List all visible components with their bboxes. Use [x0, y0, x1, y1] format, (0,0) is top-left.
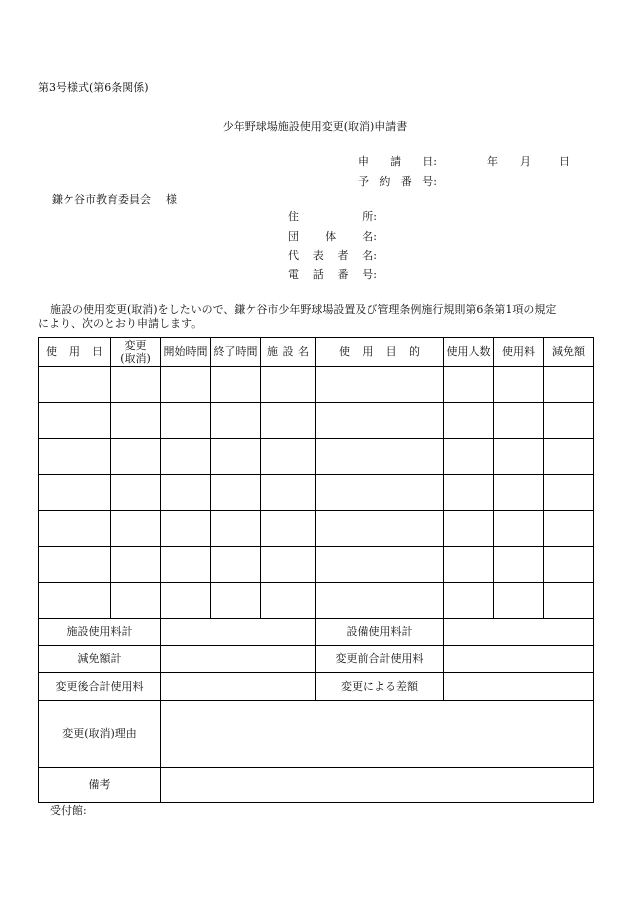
label-char: 電: [288, 268, 299, 281]
label-char: 用: [362, 345, 374, 358]
cell-usage-date: [39, 403, 111, 439]
cell-usage-fee: [494, 583, 544, 619]
label-char: 号:: [362, 268, 377, 281]
cell-usage-fee: [494, 547, 544, 583]
table-row: [39, 547, 594, 583]
label-char: 申: [358, 155, 369, 168]
cell-facility-name: [261, 439, 316, 475]
addressee-name: 鎌ケ谷市教育委員会: [52, 193, 151, 206]
cell-usage-date: [39, 367, 111, 403]
table-row: [39, 403, 594, 439]
label-char: 号:: [422, 175, 437, 188]
cell-facility-name: [261, 475, 316, 511]
label-char: 名:: [362, 249, 377, 262]
cell-number-of-users: [444, 367, 494, 403]
cell-usage-purpose: [316, 439, 444, 475]
cell-start-time: [161, 583, 211, 619]
cell-exemption-amount: [544, 583, 594, 619]
header-start-time: 開始時間: [161, 338, 211, 367]
label-char: 住: [288, 210, 299, 223]
cell-usage-fee: [494, 367, 544, 403]
header-usage-fee: 使用料: [494, 338, 544, 367]
cell-end-time: [211, 439, 261, 475]
statement-line: により、次のとおり申請します。: [38, 317, 203, 330]
label-char: 請: [390, 155, 402, 168]
cell-usage-purpose: [316, 583, 444, 619]
change-reason-value: [161, 701, 594, 768]
cell-change-cancel: [111, 367, 161, 403]
cell-number-of-users: [444, 403, 494, 439]
cell-usage-date: [39, 511, 111, 547]
cell-usage-fee: [494, 439, 544, 475]
form-number: 第3号様式(第6条関係): [38, 81, 149, 94]
facility-fee-total-label: 施設使用料計: [39, 619, 161, 646]
header-label: [46, 346, 103, 358]
label-char: 目: [385, 345, 397, 358]
cell-exemption-amount: [544, 367, 594, 403]
cell-end-time: [211, 367, 261, 403]
label-char: 番: [400, 175, 412, 188]
label-char: 使: [46, 345, 57, 358]
usage-rows: [39, 367, 594, 619]
cell-end-time: [211, 475, 261, 511]
header-label: 変更: [124, 339, 147, 352]
cell-exemption-amount: [544, 547, 594, 583]
header-label: [267, 346, 309, 358]
totals-section: [39, 619, 594, 803]
cell-end-time: [211, 511, 261, 547]
cell-change-cancel: [111, 475, 161, 511]
document-title: 少年野球場施設使用変更(取消)申請書: [222, 120, 408, 133]
change-difference-value: [444, 673, 594, 701]
remarks-value: [161, 768, 594, 803]
usage-table: [38, 337, 594, 803]
facility-fee-total-value: [161, 619, 316, 646]
label-char: 名: [298, 345, 309, 358]
header-change-cancel: [111, 338, 161, 367]
cell-change-cancel: [111, 439, 161, 475]
cell-change-cancel: [111, 403, 161, 439]
table-header-row: [39, 338, 594, 367]
cell-number-of-users: [444, 475, 494, 511]
header-exemption-amount: 減免額: [544, 338, 594, 367]
cell-exemption-amount: [544, 475, 594, 511]
cell-usage-date: [39, 547, 111, 583]
label-char: 者: [337, 249, 349, 262]
label-char: 使: [339, 345, 350, 358]
pre-change-total-label: 変更前合計使用料: [316, 646, 444, 673]
table-row: [39, 511, 594, 547]
header-usage-date: [39, 338, 111, 367]
table-row: [39, 439, 594, 475]
cell-usage-date: [39, 475, 111, 511]
label-char: 日:: [422, 155, 437, 168]
cell-facility-name: [261, 367, 316, 403]
label-char: 団: [288, 230, 299, 243]
cell-facility-name: [261, 403, 316, 439]
cell-number-of-users: [444, 511, 494, 547]
equipment-fee-total-value: [444, 619, 594, 646]
cell-start-time: [161, 547, 211, 583]
cell-usage-fee: [494, 511, 544, 547]
label-char: 話: [312, 268, 324, 281]
cell-usage-date: [39, 583, 111, 619]
cell-usage-purpose: [316, 475, 444, 511]
application-date-label: [358, 156, 437, 168]
date-month-unit: 月: [520, 155, 531, 168]
reception-label: 受付館:: [50, 804, 87, 817]
remarks-label: 備考: [39, 768, 161, 803]
addressee-honorific: 様: [166, 193, 177, 206]
totals-row: [39, 646, 594, 673]
label-char: 施: [267, 345, 278, 358]
date-day-unit: 日: [559, 155, 570, 168]
label-char: 日: [92, 345, 103, 358]
pre-change-total-value: [444, 646, 594, 673]
remarks-row: [39, 768, 594, 803]
label-char: 用: [69, 345, 80, 358]
cell-facility-name: [261, 583, 316, 619]
table-row: [39, 367, 594, 403]
cell-start-time: [161, 511, 211, 547]
header-usage-purpose: [316, 338, 444, 367]
header-end-time: 終了時間: [211, 338, 261, 367]
label-char: 設: [282, 345, 294, 358]
organization-label: [288, 231, 377, 243]
table-row: [39, 583, 594, 619]
post-change-total-label: 変更後合計使用料: [39, 673, 161, 701]
label-char: 的: [408, 345, 420, 358]
post-change-total-value: [161, 673, 316, 701]
address-label: [288, 211, 377, 223]
totals-row: [39, 619, 594, 646]
table-row: [39, 475, 594, 511]
header-number-of-users: 使用人数: [444, 338, 494, 367]
cell-change-cancel: [111, 583, 161, 619]
cell-end-time: [211, 547, 261, 583]
cell-usage-date: [39, 439, 111, 475]
change-reason-row: [39, 701, 594, 768]
header-facility-name: [261, 338, 316, 367]
cell-start-time: [161, 475, 211, 511]
cell-number-of-users: [444, 439, 494, 475]
exemption-total-value: [161, 646, 316, 673]
date-year-unit: 年: [487, 155, 498, 168]
totals-row: [39, 673, 594, 701]
label-char: 予: [358, 175, 369, 188]
label-char: 表: [312, 249, 324, 262]
equipment-fee-total-label: 設備使用料計: [316, 619, 444, 646]
cell-end-time: [211, 583, 261, 619]
cell-exemption-amount: [544, 439, 594, 475]
change-difference-label: 変更による差額: [316, 673, 444, 701]
label-char: 代: [288, 249, 299, 262]
cell-exemption-amount: [544, 511, 594, 547]
label-char: 体: [325, 230, 337, 243]
addressee: [52, 194, 177, 206]
label-char: 所:: [362, 210, 377, 223]
cell-exemption-amount: [544, 403, 594, 439]
cell-usage-fee: [494, 475, 544, 511]
phone-label: [288, 269, 377, 281]
cell-change-cancel: [111, 511, 161, 547]
statement-line: 施設の使用変更(取消)をしたいので、鎌ケ谷市少年野球場設置及び管理条例施行規則第6条第1項の規定: [50, 303, 557, 316]
application-statement: [38, 303, 556, 331]
cell-start-time: [161, 367, 211, 403]
cell-facility-name: [261, 511, 316, 547]
representative-label: [288, 250, 377, 262]
cell-end-time: [211, 403, 261, 439]
cell-usage-purpose: [316, 511, 444, 547]
exemption-total-label: 減免額計: [39, 646, 161, 673]
header-sublabel: (取消): [120, 352, 151, 365]
cell-usage-purpose: [316, 367, 444, 403]
cell-usage-purpose: [316, 403, 444, 439]
header-label: [339, 346, 420, 358]
cell-change-cancel: [111, 547, 161, 583]
cell-usage-purpose: [316, 547, 444, 583]
cell-start-time: [161, 403, 211, 439]
cell-facility-name: [261, 547, 316, 583]
change-reason-label: 変更(取消)理由: [39, 701, 161, 768]
cell-start-time: [161, 439, 211, 475]
label-char: 名:: [362, 230, 377, 243]
reservation-number-label: [358, 176, 437, 188]
cell-usage-fee: [494, 403, 544, 439]
cell-number-of-users: [444, 583, 494, 619]
label-char: 番: [337, 268, 349, 281]
cell-number-of-users: [444, 547, 494, 583]
label-char: 約: [379, 175, 391, 188]
